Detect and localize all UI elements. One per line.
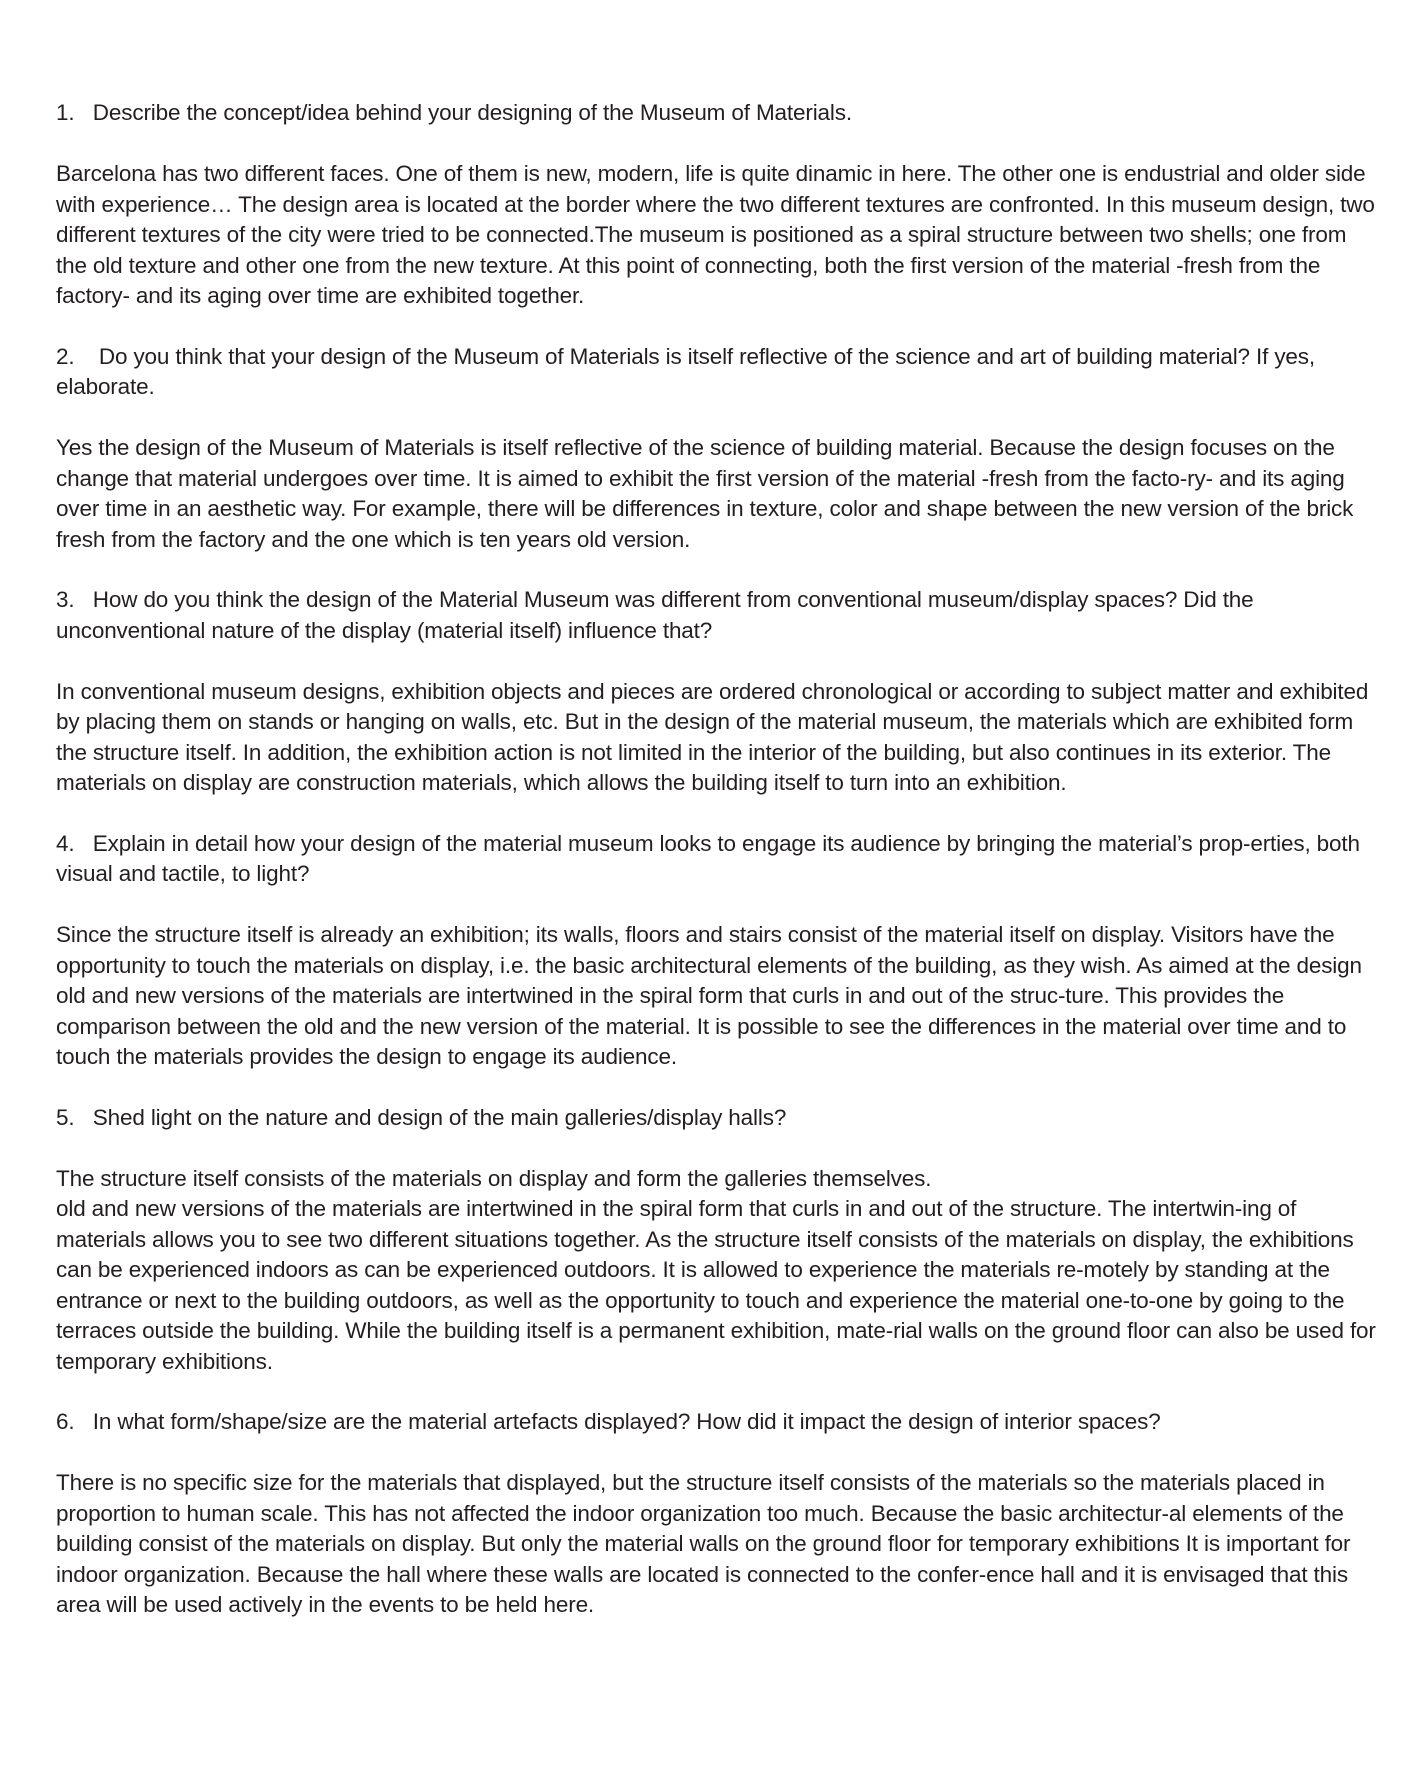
answer-paragraph: There is no specific size for the materials that displayed, but the structure itself consists of the materials so the materials placed in proportion to human scale. This has not affected the indoor organization too much. Because the basic architectur-al elements of the building consist of the materials on display. But only the material walls on the ground floor for temporary exhibitions It is important for indoor organization. Because the hall where these walls are located is connected to the confer-ence hall and it is envisaged that this area will be used actively in the events to be held here. xyxy=(56,1470,1351,1617)
question-text: Describe the concept/idea behind your designing of the Museum of Materials. xyxy=(92,100,852,125)
document-page xyxy=(56,98,1376,1651)
question-text: How do you think the design of the Material Museum was different from conventional museum/display spaces? Did the unconventional nature of the display (material itself) influence that? xyxy=(56,587,1254,643)
question-text: Do you think that your design of the Museum of Materials is itself reflective of the science and art of building material? If yes, elaborate. xyxy=(56,343,1315,399)
answer-paragraph: Barcelona has two different faces. One of them is new, modern, life is quite dinamic in here. The other one is endustrial and older side with experience… The design area is located at the border where the two different textures are confronted. In this museum design, two different textures of the city were tried to be connected.The museum is positioned as a spiral structure between two shells; one from the old texture and other one from the new texture. At this point of connecting, both the first version of the material -fresh from the factory- and its aging over time are exhibited together. xyxy=(56,161,1375,308)
question-5 xyxy=(56,1103,1376,1134)
answer-5 xyxy=(56,1164,1376,1378)
question-4 xyxy=(56,829,1376,890)
answer-paragraph: Since the structure itself is already an exhibition; its walls, floors and stairs consist of the material itself on display. Visitors have the opportunity to touch the materials on display, i.e. the basic architectural elements of the building, as they wish. As aimed at the design old and new versions of the materials are intertwined in the spiral form that curls in and out of the struc-ture. This provides the comparison between the old and the new version of the material. It is possible to see the differences in the material over time and to touch the materials provides the design to engage its audience. xyxy=(56,922,1362,1069)
question-number: 2. xyxy=(56,343,99,369)
question-1 xyxy=(56,98,1376,129)
question-2 xyxy=(56,342,1376,403)
question-number: 5. xyxy=(56,1104,93,1130)
qa-item-1 xyxy=(56,98,1376,312)
question-text: Explain in detail how your design of the material museum looks to engage its audience by bringing the material’s prop-erties, both visual and tactile, to light? xyxy=(56,830,1360,886)
question-3 xyxy=(56,585,1376,646)
question-6 xyxy=(56,1407,1376,1438)
answer-2 xyxy=(56,433,1376,555)
question-number: 1. xyxy=(56,100,93,125)
answer-4 xyxy=(56,920,1376,1073)
answer-3 xyxy=(56,677,1376,799)
answer-paragraph: Yes the design of the Museum of Materials is itself reflective of the science of building material. Because the design focuses on the change that material undergoes over time. It is aimed to exhibit the first version of the material -fresh from the facto-ry- and its aging over time in an aesthetic way. For example, there will be differences in texture, color and shape between the new version of the brick fresh from the factory and the one which is ten years old version. xyxy=(56,435,1354,552)
answer-paragraph: The structure itself consists of the materials on display and form the galleries themselves. xyxy=(56,1165,932,1191)
qa-item-3 xyxy=(56,585,1376,799)
qa-item-4 xyxy=(56,829,1376,1073)
question-text: Shed light on the nature and design of the main galleries/display halls? xyxy=(92,1104,787,1130)
question-number: 3. xyxy=(56,587,93,612)
answer-1 xyxy=(56,159,1376,312)
question-number: 4. xyxy=(56,830,93,856)
answer-paragraph: old and new versions of the materials are intertwined in the spiral form that curls in and out of the structure. The intertwin-ing of materials allows you to see two different situations together. As the structure itself consists of the materials on display, the exhibitions can be experienced indoors as can be experienced outdoors. It is allowed to experience the materials re-motely by standing at the entrance or next to the building outdoors, as well as the opportunity to touch and experience the material one-to-one by going to the terraces outside the building. While the building itself is a permanent exhibition, mate-rial walls on the ground floor can also be used for temporary exhibitions. xyxy=(56,1196,1376,1374)
question-text: In what form/shape/size are the material artefacts displayed? How did it impact the design of interior spaces? xyxy=(92,1409,1161,1434)
answer-6 xyxy=(56,1468,1376,1621)
question-number: 6. xyxy=(56,1409,93,1434)
qa-item-2 xyxy=(56,342,1376,556)
qa-item-5 xyxy=(56,1103,1376,1378)
qa-item-6 xyxy=(56,1407,1376,1621)
answer-paragraph: In conventional museum designs, exhibition objects and pieces are ordered chronological or according to subject matter and exhibited by placing them on stands or hanging on walls, etc. But in the design of the material museum, the materials which are exhibited form the structure itself. In addition, the exhibition action is not limited in the interior of the building, but also continues in its exterior. The materials on display are construction materials, which allows the building itself to turn into an exhibition. xyxy=(56,678,1369,795)
